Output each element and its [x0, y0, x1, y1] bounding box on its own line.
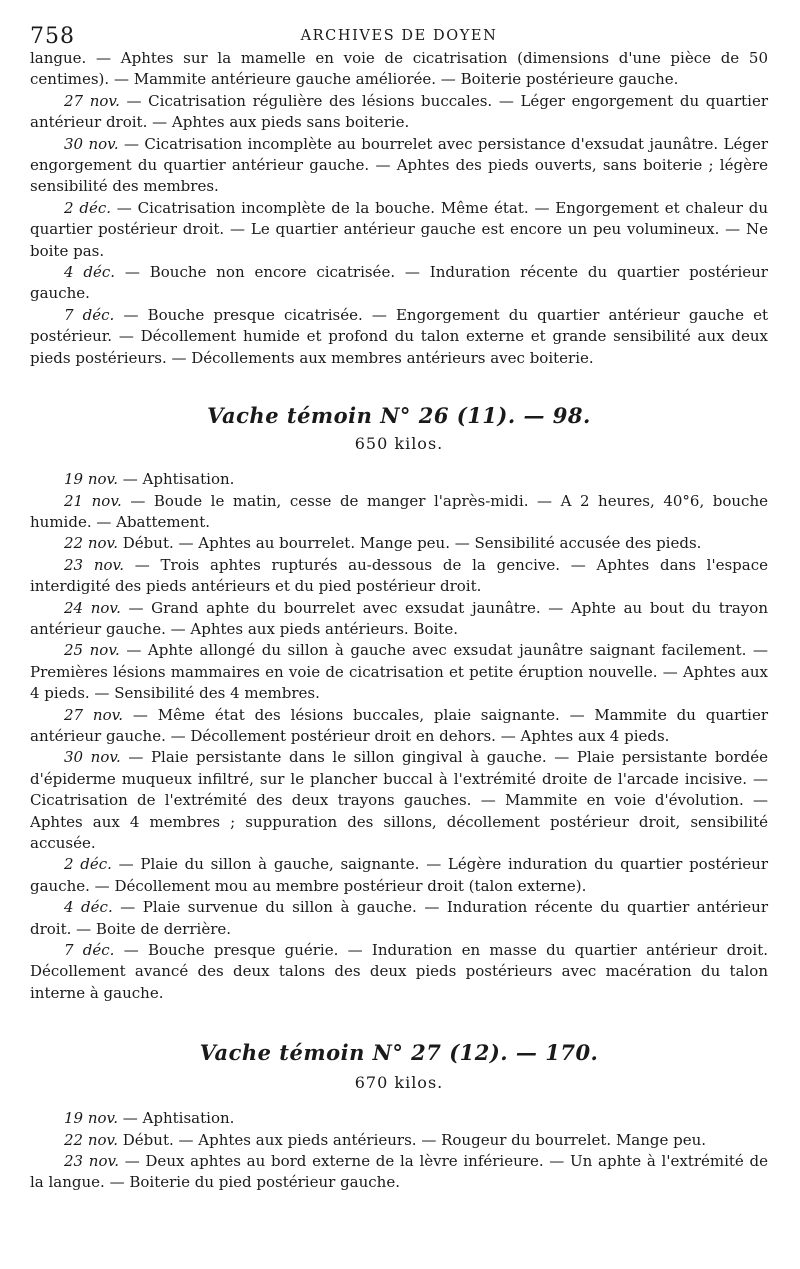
- entry-text: — Bouche presque guérie. — Induration en masse du quartier antérieur droit. Décollement avancé des deux talons des deux pieds postérieurs avec macération du talon interne à gauche.: [30, 941, 768, 1002]
- entry-date: 22 nov.: [64, 1130, 119, 1149]
- section-entries: [30, 469, 768, 1004]
- entry-text: — Plaie du sillon à gauche, saignante. — Légère induration du quartier postérieur gauche. — Décollement mou au membre postérieur droit (talon externe).: [30, 855, 768, 895]
- entry-date: 23 nov.: [64, 1152, 119, 1171]
- entry-paragraph: [30, 598, 768, 641]
- entry-date: 27 nov.: [64, 705, 124, 724]
- running-title: ARCHIVES DE DOYEN: [300, 28, 498, 44]
- entry-text: Début. — Aphtes aux pieds antérieurs. — Rougeur du bourrelet. Mange peu.: [118, 1130, 707, 1149]
- entry-date: 23 nov.: [64, 555, 124, 574]
- entry-text: — Aphtisation.: [118, 470, 235, 489]
- entry-paragraph: [30, 48, 768, 91]
- entry-text: — Aphte allongé du sillon à gauche avec exsudat jaunâtre saignant facilement. — Premières lésions mammaires en voie de cicatrisation et petite éruption nouvelle. — Aphtes aux 4 pieds. — Sensibilité des 4 membres.: [30, 641, 768, 703]
- entry-paragraph: [30, 533, 768, 554]
- section-title: Vache témoin N° 26 (11). — 98.: [207, 403, 591, 429]
- entry-paragraph: [30, 854, 768, 897]
- entry-text: Début. — Aphtes au bourrelet. Mange peu. — Sensibilité accusée des pieds.: [118, 534, 702, 553]
- entry-paragraph: [30, 640, 768, 704]
- entry-text: — Plaie survenue du sillon à gauche. — Induration récente du quartier antérieur droit. — Boite de derrière.: [30, 898, 768, 938]
- entry-date: 4 déc.: [64, 263, 116, 282]
- page-header: [30, 0, 768, 48]
- entry-text: — Deux aphtes au bord externe de la lèvre inférieure. — Un aphte à l'extrémité de la langue. — Boiterie du pied postérieur gauche.: [30, 1152, 768, 1192]
- entry-date: 19 nov.: [64, 1109, 119, 1128]
- entry-text: langue. — Aphtes sur la mamelle en voie de cicatrisation (dimensions d'une pièce de 50 centimes). — Mammite antérieure gauche améliorée. — Boiterie postérieure gauche.: [30, 49, 768, 89]
- entry-text: — Bouche non encore cicatrisée. — Induration récente du quartier postérieur gauche.: [30, 263, 768, 303]
- entry-date: 7 déc.: [64, 305, 115, 324]
- entry-paragraph: [30, 305, 768, 369]
- entry-paragraph: [30, 1151, 768, 1194]
- entry-text: — Même état des lésions buccales, plaie saignante. — Mammite du quartier antérieur gauche. — Décollement postérieur droit en dehors. — Aphtes aux 4 pieds.: [30, 705, 768, 745]
- entry-text: — Aphtisation.: [118, 1109, 235, 1128]
- entry-date: 4 déc.: [64, 898, 113, 917]
- entry-text: — Boude le matin, cesse de manger l'après-midi. — A 2 heures, 40°6, bouche humide. — Abattement.: [30, 491, 768, 531]
- entry-paragraph: [30, 1108, 768, 1129]
- entry-text: — Cicatrisation régulière des lésions buccales. — Léger engorgement du quartier antérieur droit. — Aphtes aux pieds sans boiterie.: [30, 91, 768, 132]
- entry-date: 2 déc.: [64, 198, 111, 217]
- section-entries: [30, 1108, 768, 1194]
- entry-text: — Cicatrisation incomplète au bourrelet avec persistance d'exsudat jaunâtre. Léger engorgement du quartier antérieur gauche. — Aphtes des pieds ouverts, sans boiterie ; légère sensibilité des membres.: [30, 134, 768, 196]
- entry-paragraph: [30, 1130, 768, 1151]
- entry-date: 30 nov.: [64, 748, 121, 767]
- entry-text: — Trois aphtes rupturés au-dessous de la gencive. — Aphtes dans l'espace interdigité des pieds antérieurs et du pied postérieur droit.: [30, 555, 768, 596]
- entry-paragraph: [30, 134, 768, 198]
- entry-date: 27 nov.: [64, 91, 120, 110]
- entry-date: 24 nov.: [64, 598, 121, 617]
- entry-date: 21 nov.: [64, 491, 122, 510]
- entry-date: 19 nov.: [64, 470, 119, 489]
- entry-paragraph: [30, 555, 768, 598]
- entry-text: — Cicatrisation incomplète de la bouche. Même état. — Engorgement et chaleur du quartier postérieur droit. — Le quartier antérieur gauche est encore un peu volumineux. — Ne boite pas.: [30, 198, 769, 260]
- entry-text: — Plaie persistante dans le sillon gingival à gauche. — Plaie persistante bordée d'épiderme muqueux infiltré, sur le plancher buccal à l'extrémité droite de l'arcade incisive. — Cicatrisation de l'extrémité des deux trayons gauches. — Mammite en voie d'évolution. — Aphtes aux 4 membres ; suppuration des sillons, décollement postérieur droit, sensibilité accusée.: [30, 748, 768, 852]
- entry-date: 2 déc.: [64, 855, 112, 874]
- entry-text: — Bouche presque cicatrisée. — Engorgement du quartier antérieur gauche et postérieur. — Décollement humide et profond du talon externe et grande sensibilité aux deux pieds postérieurs. — Décollements aux membres antérieurs avec boiterie.: [30, 305, 768, 367]
- section-weight: 670 kilos.: [354, 1073, 444, 1093]
- entry-text: — Grand aphte du bourrelet avec exsudat jaunâtre. — Aphte au bout du trayon antérieur gauche. — Aphtes aux pieds antérieurs. Boite.: [30, 598, 768, 638]
- entry-paragraph: [30, 705, 768, 748]
- intro-entries: [30, 48, 768, 369]
- entry-paragraph: [30, 469, 768, 490]
- entry-paragraph: [30, 198, 768, 262]
- section-weight: 650 kilos.: [354, 434, 444, 454]
- entry-paragraph: [30, 897, 768, 940]
- page-number: 758: [30, 24, 75, 49]
- entry-date: 22 nov.: [64, 534, 119, 553]
- entry-paragraph: [30, 91, 768, 134]
- entry-date: 30 nov.: [64, 134, 119, 153]
- entry-paragraph: [30, 262, 768, 305]
- entry-paragraph: [30, 940, 768, 1004]
- entry-date: 25 nov.: [64, 641, 120, 660]
- section-title: Vache témoin N° 27 (12). — 170.: [199, 1040, 599, 1066]
- entry-paragraph: [30, 491, 768, 534]
- entry-paragraph: [30, 747, 768, 854]
- entry-date: 7 déc.: [64, 941, 115, 960]
